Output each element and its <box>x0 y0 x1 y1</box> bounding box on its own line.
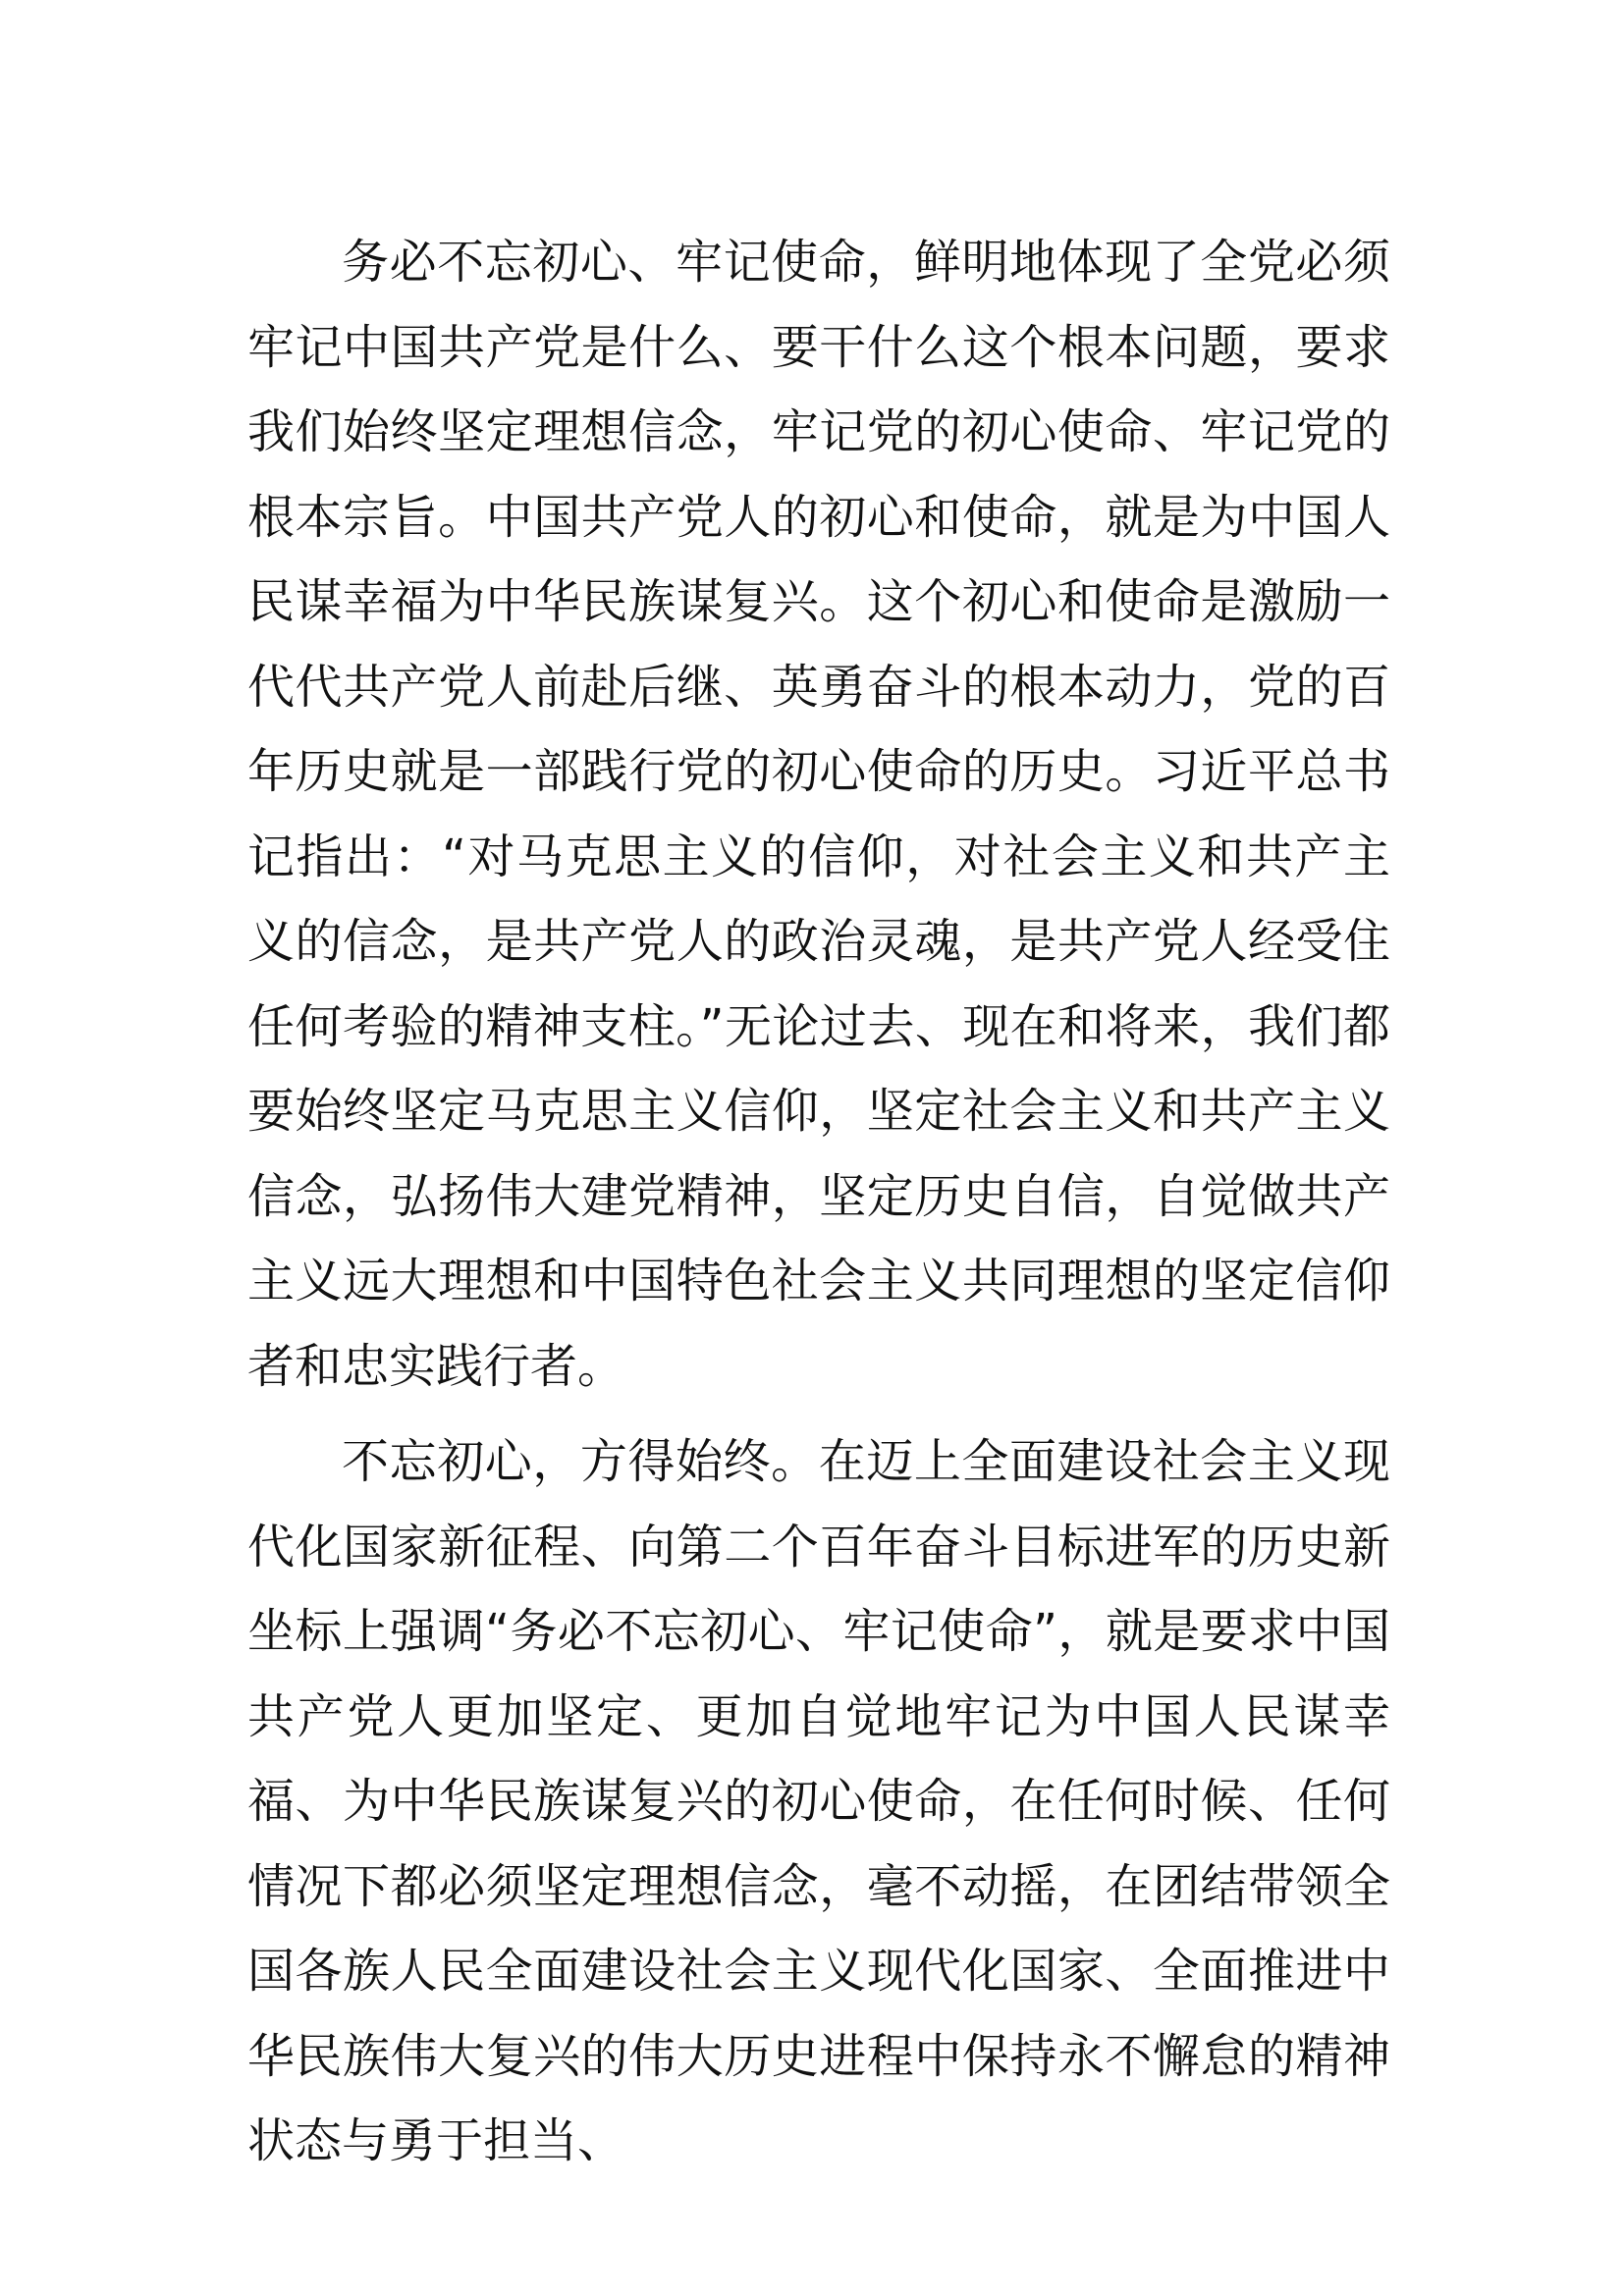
document-body <box>247 220 1390 2184</box>
paragraph-2: 不忘初心，方得始终。在迈上全面建设社会主义现代化国家新征程、向第二个百年奋斗目标进军的历史新坐标上强调“务必不忘初心、牢记使命”，就是要求中国共产党人更加坚定、更加自觉地牢记为中国人民谋幸福、为中华民族谋复兴的初心使命，在任何时候、任何情况下都必须坚定理想信念，毫不动摇，在团结带领全国各族人民全面建设社会主义现代化国家、全面推进中华民族伟大复兴的伟大历史进程中保持永不懈怠的精神状态与勇于担当、 <box>247 1434 1390 2168</box>
paragraph-1: 务必不忘初心、牢记使命，鲜明地体现了全党必须牢记中国共产党是什么、要干什么这个根本问题，要求我们始终坚定理想信念，牢记党的初心使命、牢记党的根本宗旨。中国共产党人的初心和使命，就是为中国人民谋幸福为中华民族谋复兴。这个初心和使命是激励一代代共产党人前赴后继、英勇奋斗的根本动力，党的百年历史就是一部践行党的初心使命的历史。习近平总书记指出：“对马克思主义的信仰，对社会主义和共产主义的信念，是共产党人的政治灵魂，是共产党人经受住任何考验的精神支柱。”无论过去、现在和将来，我们都要始终坚定马克思主义信仰，坚定社会主义和共产主义信念，弘扬伟大建党精神，坚定历史自信，自觉做共产主义远大理想和中国特色社会主义共同理想的坚定信仰者和忠实践行者。 <box>247 235 1390 1394</box>
